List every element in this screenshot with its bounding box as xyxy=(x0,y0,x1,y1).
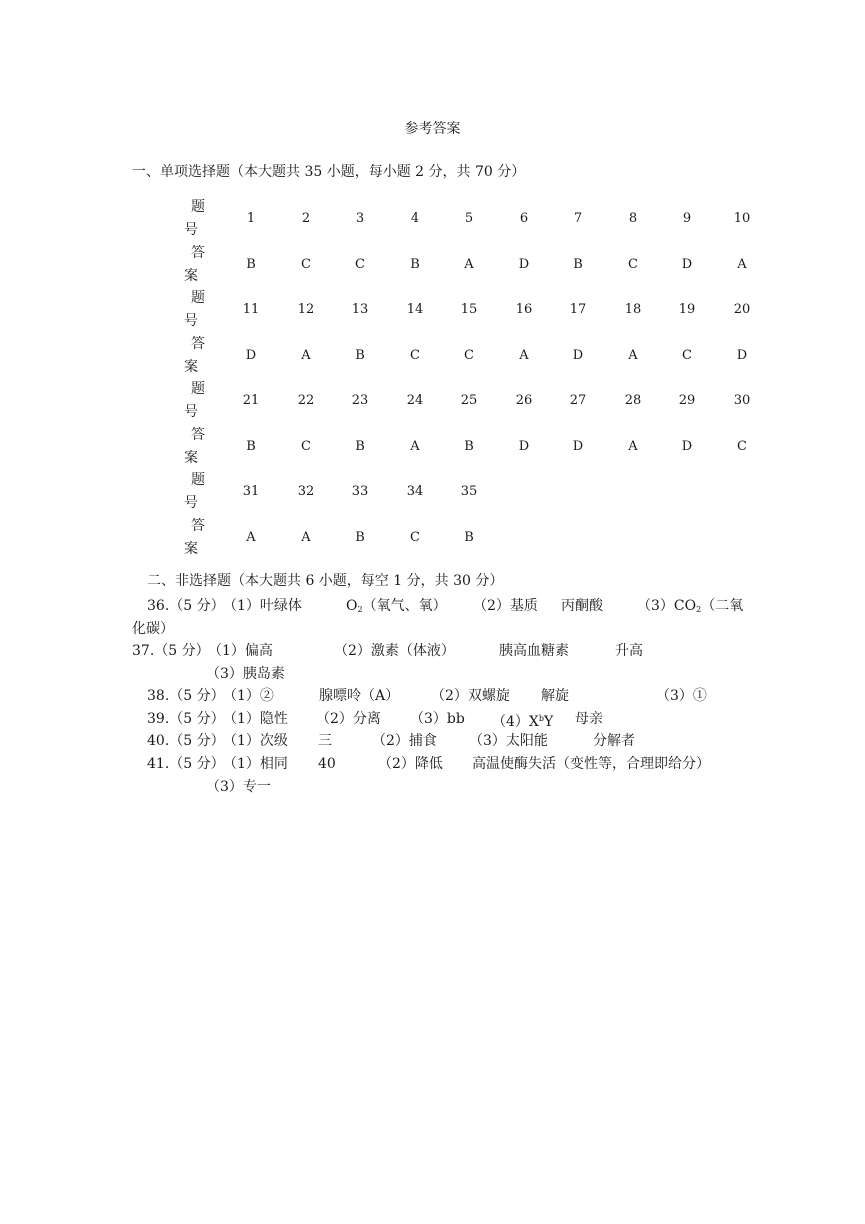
q37-part2: （2）激素（体液） xyxy=(334,643,455,659)
question-number-cell: 17 xyxy=(569,302,587,317)
question-number-cell: 13 xyxy=(351,302,369,317)
row-label-char: 答 xyxy=(191,517,205,534)
question-number-cell: 20 xyxy=(733,302,751,317)
section1-heading: 一、单项选择题（本大题共 35 小题，每小题 2 分，共 70 分） xyxy=(132,164,526,180)
q40-part1: （1）次级 xyxy=(223,733,288,749)
answer-cell: A xyxy=(410,438,420,454)
question-number-cell: 15 xyxy=(460,302,478,317)
q37-part1: （1）偏高 xyxy=(208,643,273,659)
row-label-char: 案 xyxy=(184,449,198,466)
q40-part2: 三 xyxy=(318,733,332,749)
row-label-char: 号 xyxy=(184,313,198,329)
answer-cell: C xyxy=(355,256,365,272)
answer-cell: C xyxy=(410,529,420,545)
question-number-cell: 11 xyxy=(242,302,260,317)
section2-heading: 二、非选择题（本大题共 6 小题，每空 1 分，共 30 分） xyxy=(147,573,504,589)
answer-cell: D xyxy=(681,438,693,454)
row-label-char: 题 xyxy=(191,472,205,488)
answer-cell: B xyxy=(355,529,365,545)
q41-number: 41.（5 分） xyxy=(147,756,225,772)
question-number-cell: 4 xyxy=(410,211,420,226)
q37-number: 37.（5 分） xyxy=(132,643,210,659)
answer-cell: C xyxy=(301,256,311,272)
row-label-char: 号 xyxy=(184,404,198,420)
q40-part3: （2）捕食 xyxy=(372,733,437,749)
q39-part5: 母亲 xyxy=(575,711,603,727)
q38-part2: 腺嘌呤（A） xyxy=(319,688,400,704)
q37-part3: 胰高血糖素 xyxy=(499,643,569,659)
question-number-cell: 10 xyxy=(733,211,751,226)
question-number-cell: 31 xyxy=(242,484,260,499)
answer-cell: B xyxy=(355,347,365,363)
answer-cell: A xyxy=(737,256,747,272)
question-number-cell: 14 xyxy=(406,302,424,317)
row-label-char: 题 xyxy=(191,381,205,397)
row-label-answer xyxy=(181,424,211,470)
question-number-cell: 3 xyxy=(355,211,365,226)
answer-cell: A xyxy=(301,347,311,363)
row-label-char: 答 xyxy=(191,244,205,261)
answer-cell: A xyxy=(628,438,638,454)
q37-line2: （3）胰岛素 xyxy=(206,666,285,682)
answer-cell: B xyxy=(464,529,474,545)
q40-number: 40.（5 分） xyxy=(147,733,225,749)
q39-part2: （2）分离 xyxy=(316,711,381,727)
answer-cell: C xyxy=(410,347,420,363)
question-number-cell: 9 xyxy=(682,211,692,226)
row-label-char: 号 xyxy=(184,222,198,238)
answer-cell: A xyxy=(464,256,474,272)
row-label-char: 题 xyxy=(191,199,205,215)
row-label-answer xyxy=(181,333,211,379)
answer-cell: A xyxy=(519,347,529,363)
question-number-cell: 35 xyxy=(460,484,478,499)
answer-cell: D xyxy=(572,347,584,363)
row-label-char: 答 xyxy=(191,426,205,443)
q38-part3: （2）双螺旋 xyxy=(431,688,510,704)
q39-part1: （1）隐性 xyxy=(223,711,288,727)
answer-cell: D xyxy=(572,438,584,454)
q41-part3: （2）降低 xyxy=(378,756,443,772)
question-number-cell: 30 xyxy=(733,393,751,408)
q36-line2: 化碳） xyxy=(132,621,174,637)
q41-part4: 高温使酶失活（变性等，合理即给分） xyxy=(472,756,710,772)
row-label-char: 案 xyxy=(184,358,198,375)
answer-cell: C xyxy=(737,438,747,454)
q36-number: 36.（5 分） xyxy=(147,598,225,614)
q36-part3: 丙酮酸 xyxy=(561,598,603,614)
q39-part3: （3）bb xyxy=(410,711,465,727)
q38-part4: 解旋 xyxy=(541,688,569,704)
question-number-cell: 28 xyxy=(624,393,642,408)
answer-cell: B xyxy=(246,438,256,454)
q40-part4: （3）太阳能 xyxy=(469,733,548,749)
answer-cell: B xyxy=(573,256,583,272)
answer-cell: B xyxy=(355,438,365,454)
question-number-cell: 32 xyxy=(297,484,315,499)
q36-part2: （2）基质 xyxy=(473,598,538,614)
row-label-question-number xyxy=(181,378,211,424)
question-number-cell: 26 xyxy=(515,393,533,408)
answer-cell: A xyxy=(628,347,638,363)
question-number-cell: 7 xyxy=(573,211,583,226)
answer-cell: D xyxy=(518,438,530,454)
question-number-cell: 34 xyxy=(406,484,424,499)
question-number-cell: 29 xyxy=(678,393,696,408)
question-number-cell: 27 xyxy=(569,393,587,408)
q37-part4: 升高 xyxy=(615,643,643,659)
question-number-cell: 5 xyxy=(464,211,474,226)
question-number-cell: 8 xyxy=(628,211,638,226)
question-number-cell: 2 xyxy=(301,211,311,226)
answer-cell: C xyxy=(628,256,638,272)
q41-line2: （3）专一 xyxy=(206,779,271,795)
question-number-cell: 16 xyxy=(515,302,533,317)
row-label-answer xyxy=(181,515,211,561)
question-number-cell: 21 xyxy=(242,393,260,408)
row-label-question-number xyxy=(181,196,211,242)
q41-part1: （1）相同 xyxy=(223,756,288,772)
answer-cell: D xyxy=(736,347,748,363)
question-number-cell: 23 xyxy=(351,393,369,408)
q39-number: 39.（5 分） xyxy=(147,711,225,727)
row-label-char: 案 xyxy=(184,267,198,284)
q36-o2: $O_2$（氧气、氧） xyxy=(346,598,447,614)
answer-cell: C xyxy=(682,347,692,363)
answer-cell: D xyxy=(245,347,257,363)
answer-cell: A xyxy=(301,529,311,545)
question-number-cell: 1 xyxy=(246,211,256,226)
q36-part4: $(3)CO_2$（二氧 xyxy=(637,598,744,614)
row-label-char: 案 xyxy=(184,540,198,557)
question-number-cell: 25 xyxy=(460,393,478,408)
row-label-answer xyxy=(181,242,211,288)
answer-cell: C xyxy=(301,438,311,454)
q38-part1: （1）② xyxy=(223,688,274,704)
q38-number: 38.（5 分） xyxy=(147,688,225,704)
answer-cell: B xyxy=(464,438,474,454)
page-title: 参考答案 xyxy=(404,121,461,137)
question-number-cell: 22 xyxy=(297,393,315,408)
row-label-question-number xyxy=(181,287,211,333)
row-label-char: 答 xyxy=(191,335,205,352)
row-label-char: 号 xyxy=(184,495,198,511)
question-number-cell: 24 xyxy=(406,393,424,408)
question-number-cell: 6 xyxy=(519,211,529,226)
answer-cell: D xyxy=(681,256,693,272)
q39-part4: $(4)X^bY$ xyxy=(492,714,554,730)
q41-part2: 40 xyxy=(318,756,336,772)
answer-cell: B xyxy=(246,256,256,272)
answer-cell: D xyxy=(518,256,530,272)
row-label-char: 题 xyxy=(191,290,205,306)
row-label-question-number xyxy=(181,469,211,515)
q36-part1: （1）叶绿体 xyxy=(223,598,302,614)
answer-cell: A xyxy=(246,529,256,545)
answer-cell: C xyxy=(464,347,474,363)
question-number-cell: 12 xyxy=(297,302,315,317)
question-number-cell: 19 xyxy=(678,302,696,317)
q40-part5: 分解者 xyxy=(593,733,635,749)
answer-cell: B xyxy=(410,256,420,272)
q38-part5: （3）① xyxy=(656,688,707,704)
question-number-cell: 33 xyxy=(351,484,369,499)
question-number-cell: 18 xyxy=(624,302,642,317)
